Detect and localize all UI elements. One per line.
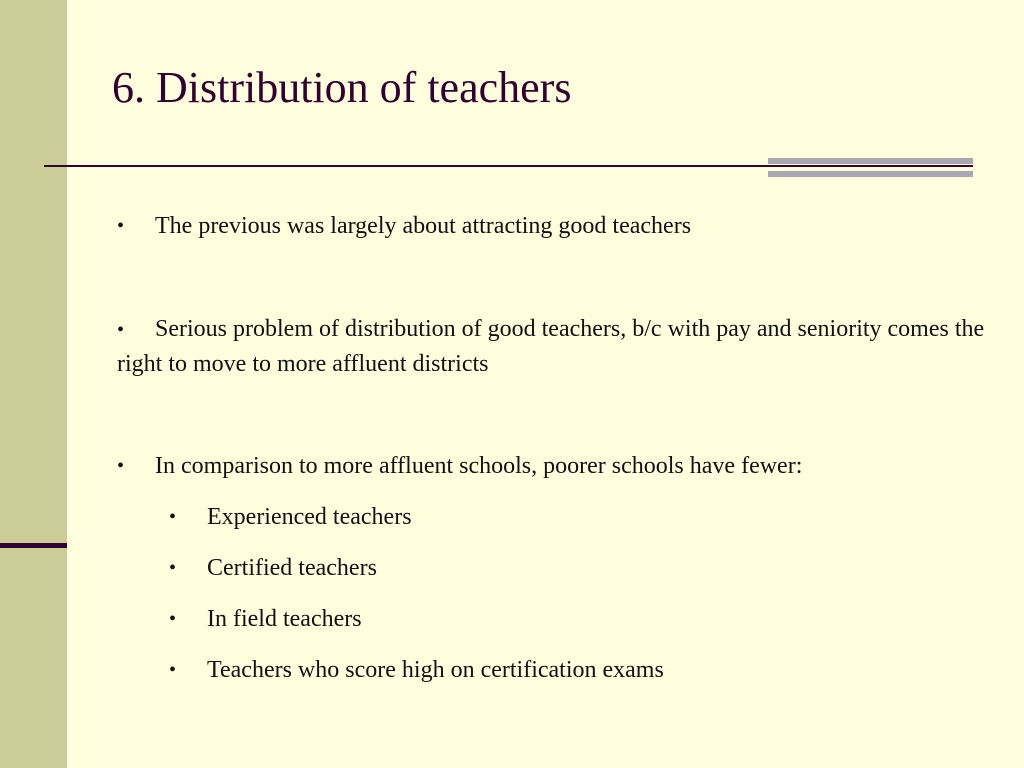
title-divider-accent xyxy=(768,158,973,178)
bullet-glyph: • xyxy=(117,455,125,477)
sub-bullet-text: In field teachers xyxy=(207,606,362,632)
divider-accent-bar-bottom xyxy=(768,171,973,177)
slide-title: 6. Distribution of teachers xyxy=(112,63,572,112)
bullet-glyph: • xyxy=(169,506,177,528)
bullet-item xyxy=(117,312,1007,381)
sub-bullet-text: Experienced teachers xyxy=(207,504,412,530)
sub-bullet-text: Certified teachers xyxy=(207,555,377,581)
bullet-glyph: • xyxy=(169,557,177,579)
left-decorative-band xyxy=(0,0,67,768)
bullet-text: The previous was largely about attracting good teachers xyxy=(155,213,692,239)
bullet-glyph: • xyxy=(169,608,177,630)
bullet-glyph: • xyxy=(169,659,177,681)
divider-accent-bar-top xyxy=(768,158,973,164)
bullet-glyph: • xyxy=(117,215,125,237)
left-band-accent-line xyxy=(0,543,67,548)
bullet-glyph: • xyxy=(117,319,125,341)
sub-bullet-item xyxy=(169,551,377,585)
bullet-item xyxy=(117,449,1007,483)
sub-bullet-text: Teachers who score high on certification exams xyxy=(207,657,664,683)
sub-bullet-item xyxy=(169,500,412,534)
bullet-text: Serious problem of distribution of good teachers, b/c with pay and seniority comes the right to move to more affluent districts xyxy=(117,316,985,377)
sub-bullet-item xyxy=(169,602,362,636)
sub-bullet-item xyxy=(169,653,664,687)
bullet-text: In comparison to more affluent schools, poorer schools have fewer: xyxy=(155,453,803,479)
bullet-item xyxy=(117,209,1007,243)
